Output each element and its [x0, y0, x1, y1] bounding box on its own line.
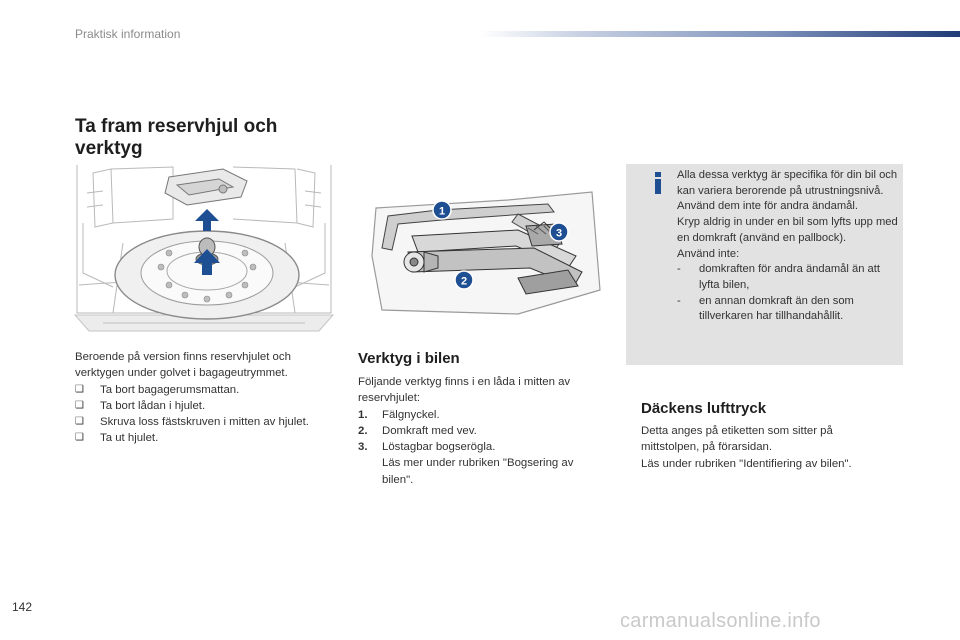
tools-intro: Följande verktyg finns i en låda i mitten av reservhjulet: — [358, 376, 571, 405]
checkbox-marker-icon: ❑ — [75, 399, 84, 411]
list-item: 2. Domkraft med vev. — [358, 424, 477, 437]
callout-2 — [455, 271, 473, 289]
watermark: carmanualsonline.info — [620, 610, 821, 632]
callout-1 — [433, 201, 451, 219]
svg-text:2: 2 — [460, 275, 468, 288]
list-item: 1. Fälgnyckel. — [358, 408, 440, 421]
list-item: ❑ Ta bort bagagerumsmattan. — [75, 382, 337, 398]
info-list — [677, 262, 899, 325]
checkbox-marker-icon: ❑ — [75, 416, 84, 428]
svg-text:1: 1 — [438, 205, 446, 218]
list-item: - domkraften för andra ändamål än att lyfta bilen, — [677, 263, 880, 291]
info-text — [677, 168, 899, 325]
section-label: Praktisk information — [75, 27, 181, 41]
list-item: ❑ Ta bort lådan i hjulet. — [75, 398, 337, 414]
page-number: 142 — [12, 600, 33, 614]
tools-list — [358, 407, 598, 456]
info-paragraph: Alla dessa verktyg är specifika för din bil och kan variera berorende på utrustningsnivå. Använd dem inte för andra ändamål. — [677, 169, 898, 213]
info-paragraph: Kryp aldrig in under en bil som lyfts upp med en domkraft (använd en pallbock). — [677, 216, 898, 244]
checkbox-marker-icon: ❑ — [75, 383, 84, 395]
tyre-block — [641, 423, 891, 472]
tools-block — [358, 374, 598, 488]
callout-3 — [550, 223, 568, 241]
info-paragraph: Använd inte: — [677, 247, 740, 260]
intro-text: Beroende på version finns reservhjulet och verktygen under golvet i bagageutrymmet. — [75, 351, 291, 380]
removal-steps — [75, 382, 337, 447]
intro-block — [75, 349, 337, 447]
header-bar — [480, 31, 960, 37]
tyre-paragraph: Detta anges på etiketten som sitter på mittstolpen, på förarsidan. — [641, 425, 833, 454]
tool-kit-illustration — [368, 186, 606, 320]
list-item: ❑ Ta ut hjulet. — [75, 430, 337, 446]
svg-text:3: 3 — [555, 227, 563, 240]
list-item: ❑ Skruva loss fästskruven i mitten av hjulet. — [75, 414, 337, 430]
list-item: - en annan domkraft än den som tillverkaren har tillhandahållit. — [677, 294, 854, 323]
tools-heading: Verktyg i bilen — [358, 350, 460, 367]
tyre-paragraph: Läs under rubriken "Identifiering av bilen". — [641, 457, 852, 470]
checkbox-marker-icon: ❑ — [75, 432, 84, 444]
trunk-spare-wheel-illustration — [73, 163, 336, 339]
info-icon — [651, 172, 665, 194]
tools-note: Läs mer under rubriken "Bogsering av bilen". — [382, 457, 574, 486]
list-item: 3. Löstagbar bogserögla. — [358, 441, 496, 454]
tyre-heading: Däckens lufttryck — [641, 400, 767, 417]
page-title: Ta fram reservhjul och verktyg — [75, 116, 278, 159]
